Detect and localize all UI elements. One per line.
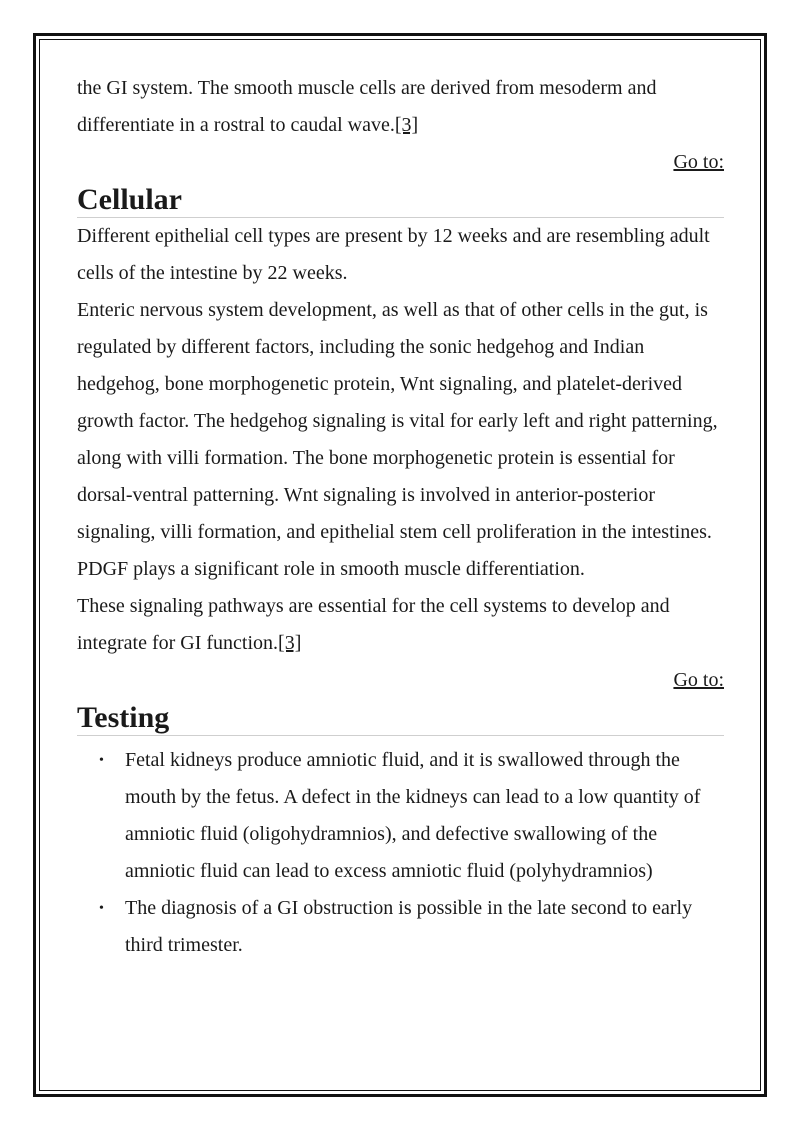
section-heading-testing: Testing xyxy=(77,699,724,736)
list-item xyxy=(77,742,724,890)
goto-row xyxy=(77,662,724,699)
cellular-paragraph-3 xyxy=(77,588,724,662)
document-body xyxy=(77,70,724,964)
cellular-paragraph-3-text: These signaling pathways are essential for the cell systems to develop and integrate for GI function. xyxy=(77,595,670,654)
citation-link[interactable]: [3] xyxy=(394,114,419,136)
testing-list xyxy=(77,742,724,964)
cellular-paragraph-1: Different epithelial cell types are present by 12 weeks and are resembling adult cells of the intestine by 22 weeks. xyxy=(77,225,710,284)
section-heading-cellular: Cellular xyxy=(77,181,724,218)
citation-link[interactable]: [3] xyxy=(278,632,302,654)
list-item-text: Fetal kidneys produce amniotic fluid, and it is swallowed through the mouth by the fetus. A defect in the kidneys can lead to a low quantity of amniotic fluid (oligohydramnios), and defective swallowing of the amniotic fluid can lead to excess amniotic fluid (polyhydramnios) xyxy=(125,749,701,882)
cellular-paragraph-2: Enteric nervous system development, as well as that of other cells in the gut, is regulated by different factors, including the sonic hedgehog and Indian hedgehog, bone morphogenetic protein, Wnt signaling, and platelet-derived growth factor. The hedgehog signaling is vital for early left and right patterning, along with villi formation. The bone morphogenetic protein is essential for dorsal-ventral patterning. Wnt signaling is involved in anterior-posterior signaling, villi formation, and epithelial stem cell proliferation in the intestines. PDGF plays a significant role in smooth muscle differentiation. xyxy=(77,299,718,580)
goto-row xyxy=(77,144,724,181)
list-item xyxy=(77,890,724,964)
intro-paragraph xyxy=(77,70,724,144)
list-item-text: The diagnosis of a GI obstruction is possible in the late second to early third trimester. xyxy=(125,897,693,956)
bullet-icon: • xyxy=(99,901,104,916)
bullet-icon: • xyxy=(99,753,104,768)
goto-link[interactable]: Go to: xyxy=(673,669,724,691)
intro-text: the GI system. The smooth muscle cells are derived from mesoderm and differentiate in a rostral to caudal wave. xyxy=(77,77,657,136)
goto-link[interactable]: Go to: xyxy=(673,151,724,173)
